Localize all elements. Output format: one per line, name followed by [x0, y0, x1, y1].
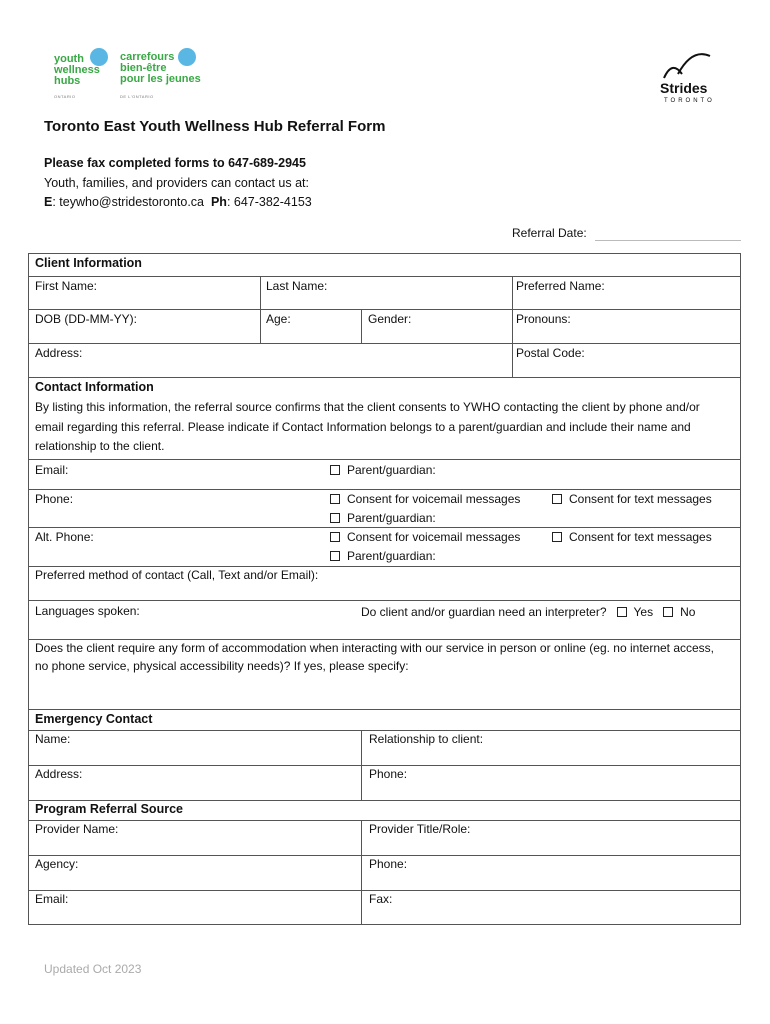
dob-field[interactable]: DOB (DD-MM-YY): [35, 312, 137, 326]
preferred-contact-method-field[interactable]: Preferred method of contact (Call, Text and/or Email): [35, 568, 319, 582]
contact-consent-text: By listing this information, the referral source confirms that the client consents to YWHO contacting the client by phone and/or email regarding this referral. Please indicate if Contact Information belongs to a parent/guardian and include their name and relationship to the client. [35, 400, 700, 453]
emergency-phone-field[interactable]: Phone: [369, 767, 408, 781]
email-parent-guardian[interactable]: Parent/guardian: [330, 463, 436, 477]
checkbox-icon[interactable] [330, 532, 340, 542]
emergency-relationship-field[interactable]: Relationship to client: [369, 732, 484, 746]
page-title: Toronto East Youth Wellness Hub Referral Form [44, 118, 386, 135]
referral-fax-field[interactable]: Fax: [369, 892, 393, 906]
fax-instruction: Please fax completed forms to 647-689-2945 [44, 156, 306, 170]
updated-date-footer: Updated Oct 2023 [44, 962, 142, 976]
interpreter-no[interactable]: No [663, 605, 695, 619]
checkbox-icon[interactable] [330, 551, 340, 561]
checkbox-icon[interactable] [330, 513, 340, 523]
contact-intro: Youth, families, and providers can contact us at: [44, 176, 309, 190]
strides-city: TORONTO [664, 98, 715, 104]
agency-field[interactable]: Agency: [35, 857, 79, 871]
preferred-name-field[interactable]: Preferred Name: [516, 279, 605, 293]
email-field[interactable]: Email: [35, 463, 69, 477]
logo-english-text: youth wellness hubs [54, 53, 100, 87]
languages-field[interactable]: Languages spoken: [35, 604, 140, 618]
first-name-field[interactable]: First Name: [35, 279, 98, 293]
strides-word: Strides [660, 80, 708, 96]
checkbox-icon[interactable] [663, 607, 673, 617]
logo-sub-fr: DE L'ONTARIO [120, 94, 154, 99]
referral-phone-field[interactable]: Phone: [369, 857, 408, 871]
phone-consent-text[interactable]: Consent for text messages [552, 492, 712, 506]
checkbox-icon[interactable] [552, 494, 562, 504]
accommodation-field[interactable]: Does the client require any form of accommodation when interacting with our service in person or online (eg. no internet access, no phone service, physical accessibility needs)? If yes, please specify: [35, 641, 715, 673]
age-field[interactable]: Age: [266, 312, 291, 326]
pronouns-field[interactable]: Pronouns: [516, 312, 571, 326]
client-info-heading: Client Information [35, 256, 142, 270]
contact-info-heading: Contact Information [35, 380, 154, 394]
logo-french-text: carrefours bien-être pour les jeunes [120, 51, 201, 85]
alt-phone-field[interactable]: Alt. Phone: [35, 530, 94, 544]
referral-date-label: Referral Date: [512, 226, 587, 240]
referral-source-heading: Program Referral Source [35, 802, 183, 816]
emergency-contact-heading: Emergency Contact [35, 712, 153, 726]
provider-title-field[interactable]: Provider Title/Role: [369, 822, 471, 836]
checkbox-icon[interactable] [552, 532, 562, 542]
alt-phone-consent-voicemail[interactable]: Consent for voicemail messages [330, 530, 520, 544]
checkbox-icon[interactable] [617, 607, 627, 617]
checkbox-icon[interactable] [330, 465, 340, 475]
gender-field[interactable]: Gender: [368, 312, 412, 326]
contact-details: E: teywho@stridestoronto.ca Ph: 647-382-4153 [44, 195, 312, 209]
postal-code-field[interactable]: Postal Code: [516, 346, 585, 360]
last-name-field[interactable]: Last Name: [266, 279, 328, 293]
emergency-name-field[interactable]: Name: [35, 732, 71, 746]
interpreter-question: Do client and/or guardian need an interpreter? Yes No [361, 605, 696, 619]
phone-parent-guardian[interactable]: Parent/guardian: [330, 511, 436, 525]
provider-name-field[interactable]: Provider Name: [35, 822, 119, 836]
referral-date-field[interactable] [595, 240, 741, 241]
strides-toronto-logo [656, 50, 722, 110]
alt-phone-parent-guardian[interactable]: Parent/guardian: [330, 549, 436, 563]
checkbox-icon[interactable] [330, 494, 340, 504]
youth-wellness-hubs-logo [50, 46, 220, 104]
phone-field[interactable]: Phone: [35, 492, 74, 506]
referral-email-field[interactable]: Email: [35, 892, 69, 906]
interpreter-yes[interactable]: Yes [617, 605, 654, 619]
address-field[interactable]: Address: [35, 346, 83, 360]
emergency-address-field[interactable]: Address: [35, 767, 83, 781]
strides-arc-icon [656, 50, 722, 82]
phone-consent-voicemail[interactable]: Consent for voicemail messages [330, 492, 520, 506]
alt-phone-consent-text[interactable]: Consent for text messages [552, 530, 712, 544]
logo-sub-en: ONTARIO [54, 94, 76, 99]
